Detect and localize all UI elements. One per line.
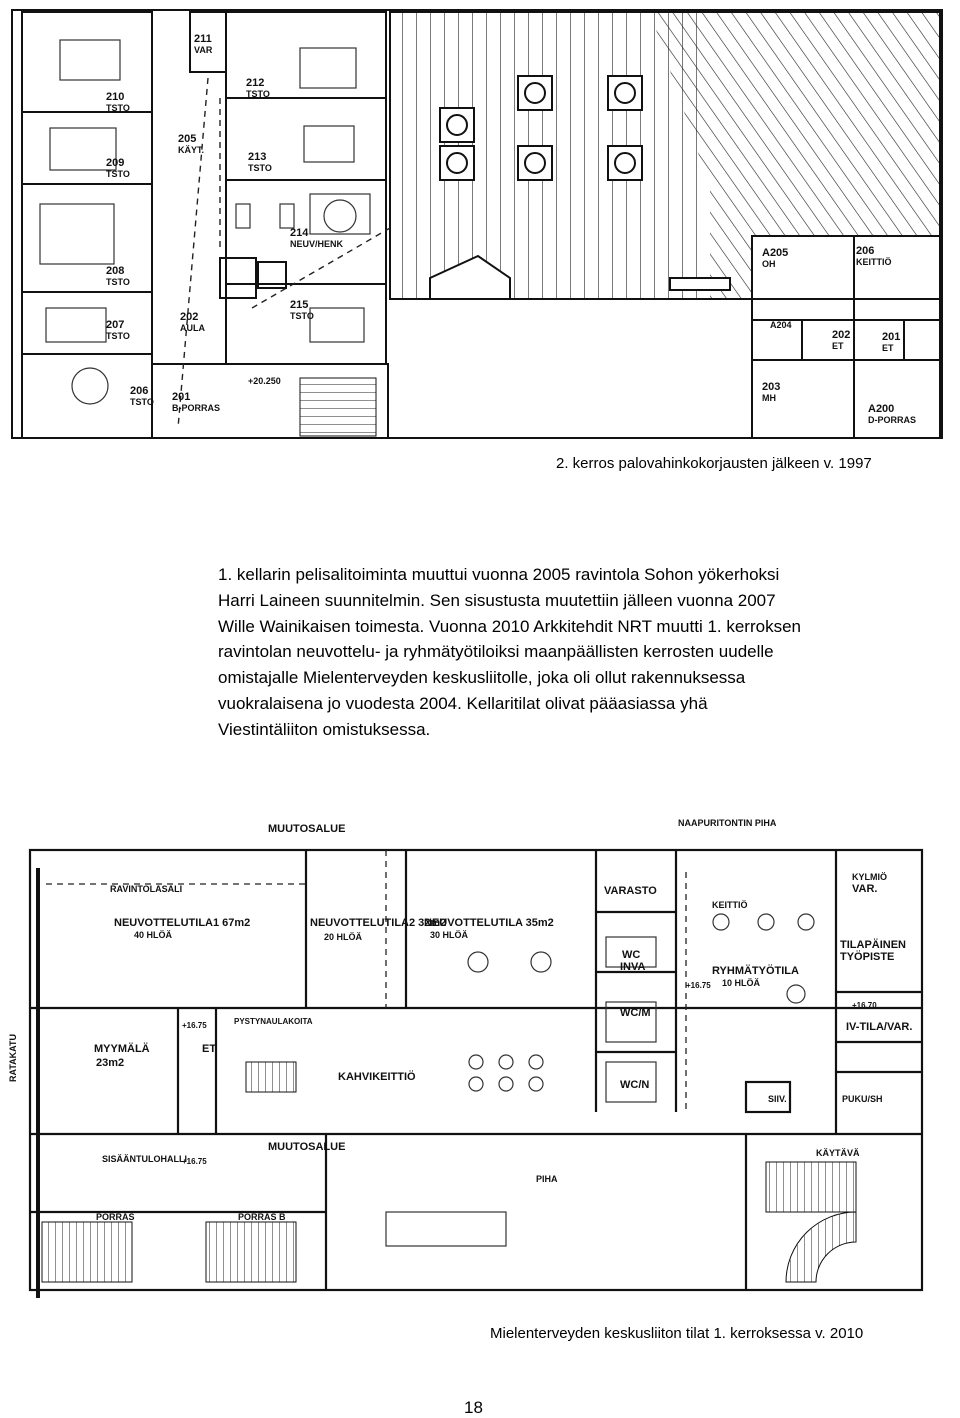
label-keittio: KEITTIÖ (712, 900, 748, 910)
label-kylmio: KYLMIÖ (852, 872, 887, 882)
label-wc-n: WC/N (620, 1079, 650, 1091)
room-a203-number: 203 (762, 381, 781, 393)
label-neuvottelutila1-capacity: 40 HLÖÄ (134, 930, 173, 940)
label-ravintolasali: RAVINTOLASALI (110, 884, 183, 894)
room-201-name: B-PORRAS (172, 403, 221, 413)
room-215-number: 215 (290, 299, 309, 311)
room-206b-name: TSTO (130, 397, 154, 407)
label-muutosalue-bottom: MUUTOSALUE (268, 1141, 346, 1153)
room-209-name: TSTO (106, 169, 130, 179)
caption-bottom: Mielenterveyden keskusliiton tilat 1. kerroksessa v. 2010 (490, 1325, 864, 1342)
room-a200-number: A200 (868, 403, 895, 415)
room-a206-name: KEITTIÖ (856, 257, 892, 267)
room-205-name: KÄYT. (178, 145, 205, 155)
room-215-name: TSTO (290, 311, 314, 321)
room-213-number: 213 (248, 151, 267, 163)
label-neuvottelutila2: NEUVOTTELUTILA2 32m2 (310, 917, 447, 929)
paragraph-line: omistajalle Mielenterveyden keskusliitolle, joka oli ollut rakennuksessa (218, 668, 746, 688)
room-a200-name: D-PORRAS (868, 415, 917, 425)
room-a205-number: A205 (762, 247, 789, 259)
floor-plan-1st-floor (6, 812, 950, 1312)
label-pystynaulakko: PYSTYNAULAKOITA (234, 1017, 313, 1026)
room-a202-number: 202 (832, 329, 851, 341)
room-a203-name: MH (762, 393, 776, 403)
label-myymala: MYYMÄLÄ (94, 1043, 150, 1055)
label-neuvottelutila3: NEUVOTTELUTILA 35m2 (424, 917, 554, 929)
label-puku-sh: PUKU/SH (842, 1094, 883, 1104)
label-myymala-area: 23m2 (96, 1057, 125, 1069)
room-a202-name: ET (832, 341, 844, 351)
label-tyopiste: TYÖPISTE (840, 951, 895, 963)
room-210-number: 210 (106, 91, 125, 103)
label-neuvottelutila3-capacity: 30 HLÖÄ (430, 930, 469, 940)
room-208-name: TSTO (106, 277, 130, 287)
room-201-number: 201 (172, 391, 191, 403)
level-marker: +16.75 (182, 1021, 207, 1030)
room-a205-name: OH (762, 259, 776, 269)
label-piha: PIHA (536, 1174, 558, 1184)
paragraph-line: ravintolan neuvottelu- ja ryhmätyötiloiksi maanpäällisten kerrosten uudelle (218, 642, 774, 662)
room-212-number: 212 (246, 77, 265, 89)
page-number: 18 (464, 1398, 483, 1417)
room-a201-number: 201 (882, 331, 901, 343)
label-et: ET (202, 1043, 217, 1055)
room-205-number: 205 (178, 133, 197, 145)
label-kaytava: KÄYTÄVÄ (816, 1148, 860, 1158)
floor-plan-1st-floor-drawing (6, 812, 950, 1312)
caption-top: 2. kerros palovahinkokorjausten jälkeen v. 1997 (556, 455, 872, 472)
floor-plan-2nd-floor (10, 8, 946, 444)
level-marker: +16.75 (686, 981, 711, 990)
label-tilapainen: TILAPÄINEN (840, 939, 906, 951)
room-211-name: VAR (194, 45, 213, 55)
room-206b-number: 206 (130, 385, 149, 397)
room-207-number: 207 (106, 319, 125, 331)
label-sisaantulohalli: SISÄÄNTULOHALLI (102, 1154, 187, 1164)
room-a204-number: A204 (770, 320, 792, 330)
label-siiv: SIIV. (768, 1094, 787, 1104)
room-213-name: TSTO (248, 163, 272, 173)
label-ryhmatyotila: RYHMÄTYÖTILA (712, 965, 799, 977)
level-marker: +20.250 (248, 376, 281, 386)
room-a206-number: 206 (856, 245, 875, 257)
paragraph-line: Harri Laineen suunnitelmin. Sen sisustusta muutettiin jälleen vuonna 2007 (218, 590, 776, 610)
label-muutosalue-top: MUUTOSALUE (268, 823, 346, 835)
label-wc-inva: WC (622, 949, 641, 961)
room-207-name: TSTO (106, 331, 130, 341)
room-202-number: 202 (180, 311, 199, 323)
floor-plan-2nd-floor-drawing (10, 8, 946, 444)
label-varasto: VARASTO (604, 885, 657, 897)
label-inva: INVA (620, 961, 646, 973)
label-porras-b: PORRAS B (238, 1212, 286, 1222)
label-iv-tila: IV-TILA/VAR. (846, 1021, 913, 1033)
room-202-name: AULA (180, 323, 205, 333)
paragraph-line: Viestintäliiton omistuksessa. (218, 719, 431, 739)
label-var: VAR. (852, 883, 878, 895)
label-kahvikeittio: KAHVIKEITTIÖ (338, 1071, 416, 1083)
room-209-number: 209 (106, 157, 125, 169)
level-marker: +16.75 (182, 1157, 207, 1166)
room-211-number: 211 (194, 33, 212, 45)
paragraph-line: 1. kellarin pelisalitoiminta muuttui vuonna 2005 ravintola Sohon yökerhoksi (218, 565, 780, 584)
label-porras: PORRAS (96, 1212, 135, 1222)
label-ratakatu: RATAKATU (8, 1034, 18, 1082)
room-210-name: TSTO (106, 103, 130, 113)
label-neuvottelutila2-capacity: 20 HLÖÄ (324, 932, 363, 942)
room-208-number: 208 (106, 265, 125, 277)
paragraph-line: Wille Wainikaisen toimesta. Vuonna 2010 Arkkitehdit NRT muutti 1. kerroksen (218, 616, 801, 636)
paragraph-line: vuokralaisena jo vuodesta 2004. Kellaritilat olivat pääasiassa yhä (218, 693, 708, 713)
level-marker: +16.70 (852, 1001, 877, 1010)
label-wc-m: WC/M (620, 1007, 651, 1019)
room-a201-name: ET (882, 343, 894, 353)
label-naapurin-piha: NAAPURITONTIN PIHA (678, 818, 777, 828)
body-paragraph (218, 562, 938, 743)
room-214-number: 214 (290, 227, 309, 239)
room-212-name: TSTO (246, 89, 270, 99)
room-214-name: NEUV/HENK (290, 239, 344, 249)
label-neuvottelutila1: NEUVOTTELUTILA1 67m2 (114, 917, 251, 929)
label-ryhmatyotila-capacity: 10 HLÖÄ (722, 978, 761, 988)
